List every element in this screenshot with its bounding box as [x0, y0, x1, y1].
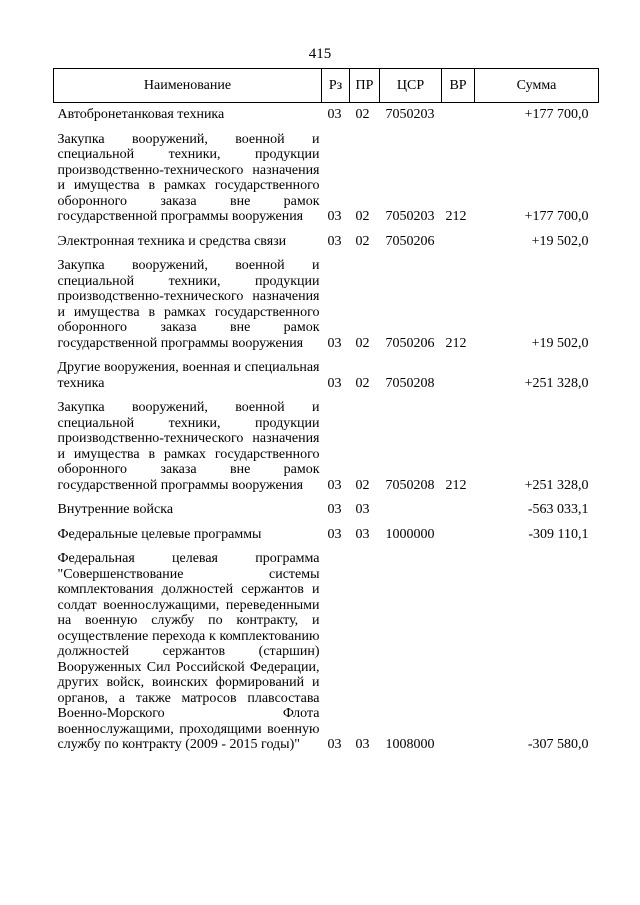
row-pr: 02	[355, 107, 370, 122]
budget-table	[53, 68, 599, 753]
row-rz: 03	[327, 375, 342, 391]
table-row	[54, 103, 599, 123]
header-csr: ЦСР	[380, 69, 442, 103]
table-row	[54, 493, 599, 518]
row-name: Внутренние войска	[57, 502, 174, 517]
row-pr: 02	[355, 209, 370, 224]
row-vr: 212	[445, 209, 467, 224]
table-row	[54, 391, 599, 493]
row-name: Федеральная целевая программа "Совершенствование системы комплектования должностей сержантов и солдат военнослужащими, переведенными на военную службу по контракту, и осуществление перехода к комплектованию должностей сержантов (старшин) Вооруженных Сил Российской Федерации, других войск, воинских формирований и органов, а также матросов плавсостава Военно-Морского Флота военнослужащими, проходящими военную службу по контракту (2009 - 2015 годы)"	[57, 551, 320, 752]
row-pr: 02	[355, 477, 370, 493]
row-name: Закупка вооружений, военной и специальной техники, продукции производственно-технического назначения и имущества в рамках государственного оборонного заказа вне рамок государственной программы вооружения	[57, 400, 320, 493]
table-row	[54, 351, 599, 391]
row-rz: 03	[327, 737, 342, 752]
row-sum: +251 328,0	[524, 477, 589, 493]
row-name: Другие вооружения, военная и специальная техника	[57, 360, 320, 391]
row-pr: 03	[355, 502, 370, 517]
row-vr	[442, 542, 475, 753]
row-csr: 7050203	[385, 209, 435, 224]
row-rz: 03	[327, 209, 342, 224]
row-csr: 7050208	[385, 375, 435, 391]
row-sum: +251 328,0	[524, 375, 589, 391]
row-sum: +19 502,0	[531, 335, 589, 351]
row-csr	[380, 493, 442, 518]
table-row	[54, 225, 599, 250]
row-name: Закупка вооружений, военной и специальной техники, продукции производственно-технического назначения и имущества в рамках государственного оборонного заказа вне рамок государственной программы вооружения	[57, 258, 320, 351]
row-csr: 7050208	[385, 477, 435, 493]
row-sum: +177 700,0	[524, 209, 589, 224]
row-pr: 02	[355, 375, 370, 391]
header-pr: ПР	[350, 69, 380, 103]
header-sum: Сумма	[475, 69, 599, 103]
row-vr	[442, 351, 475, 391]
row-rz: 03	[327, 526, 342, 542]
row-name: Закупка вооружений, военной и специальной техники, продукции производственно-технического назначения и имущества в рамках государственного оборонного заказа вне рамок государственной программы вооружения	[57, 131, 320, 224]
header-vr: ВР	[442, 69, 475, 103]
row-pr: 03	[355, 737, 370, 752]
row-csr: 7050206	[385, 233, 435, 249]
row-csr: 7050203	[385, 107, 435, 122]
row-sum: -563 033,1	[527, 502, 589, 517]
row-sum: +177 700,0	[524, 107, 589, 122]
row-csr: 1000000	[385, 526, 435, 542]
header-name: Наименование	[54, 69, 322, 103]
row-rz: 03	[327, 233, 342, 249]
row-vr	[442, 493, 475, 518]
row-rz: 03	[327, 107, 342, 122]
row-name: Федеральные целевые программы	[57, 526, 262, 542]
row-vr	[442, 518, 475, 543]
row-sum: -309 110,1	[528, 526, 589, 542]
row-csr: 1008000	[385, 737, 435, 752]
row-name: Электронная техника и средства связи	[57, 233, 287, 249]
row-rz: 03	[327, 502, 342, 517]
table-row	[54, 542, 599, 753]
row-sum: -307 580,0	[527, 737, 589, 752]
row-csr: 7050206	[385, 335, 435, 351]
row-vr	[442, 103, 475, 123]
row-rz: 03	[327, 335, 342, 351]
page-number: 415	[308, 46, 332, 62]
row-pr: 02	[355, 335, 370, 351]
row-vr: 212	[445, 477, 467, 493]
row-vr	[442, 225, 475, 250]
table-row	[54, 249, 599, 351]
row-pr: 03	[355, 526, 370, 542]
row-name: Автобронетанковая техника	[57, 107, 225, 122]
row-pr: 02	[355, 233, 370, 249]
row-sum: +19 502,0	[531, 233, 589, 249]
table-row	[54, 123, 599, 225]
row-rz: 03	[327, 477, 342, 493]
row-vr: 212	[445, 335, 467, 351]
header-rz: Рз	[322, 69, 350, 103]
table-header	[54, 69, 599, 103]
table-row	[54, 518, 599, 543]
